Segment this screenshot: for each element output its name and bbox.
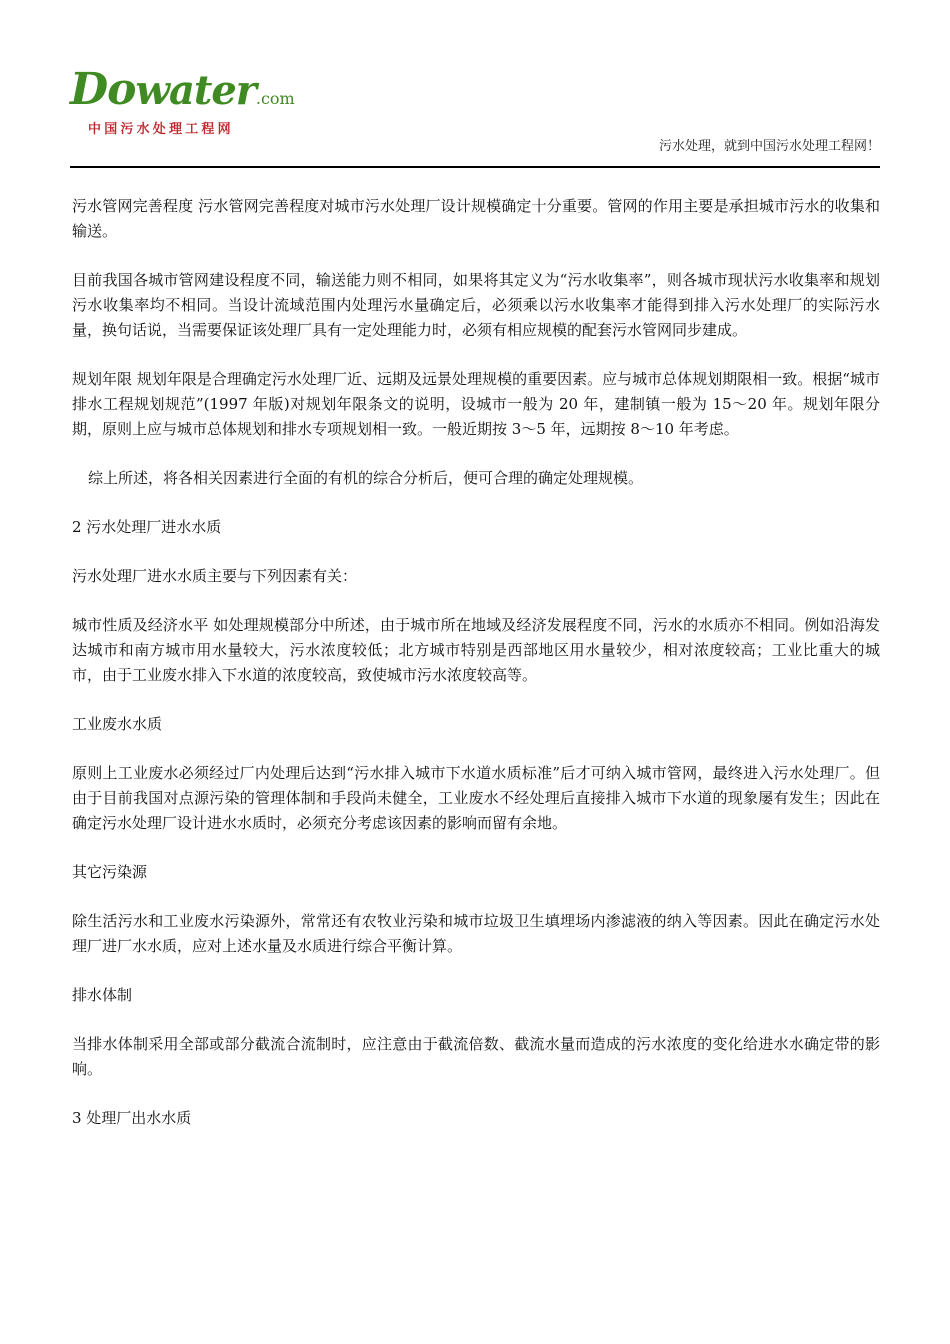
logo-wordmark: Dowater.com: [70, 64, 295, 115]
paragraph: 规划年限 规划年限是合理确定污水处理厂近、远期及远景处理规模的重要因素。应与城市总体规划期限相一致。根据“城市排水工程规划规范”(1997 年版)对规划年限条文的说明，设城市一般为 20 年，建制镇一般为 15～20 年。规划年限分期，原则上应与城市总体规划和排水专项规划相一致。一般近期按 3～5 年，远期按 8～10 年考虑。: [72, 370, 880, 438]
paragraph: 原则上工业废水必须经过厂内处理后达到“污水排入城市下水道水质标准”后才可纳入城市管网，最终进入污水处理厂。但由于目前我国对点源污染的管理体制和手段尚未健全，工业废水不经处理后直接排入城市下水道的现象屡有发生；因此在确定污水处理厂设计进水水质时，必须充分考虑该因素的影响而留有余地。: [72, 764, 880, 832]
paragraph: 污水处理厂进水水质主要与下列因素有关：: [72, 567, 358, 585]
article-body: [72, 194, 880, 1131]
subsection-heading: 其它污染源: [72, 863, 148, 881]
paragraph: 当排水体制采用全部或部分截流合流制时，应注意由于截流倍数、截流水量而造成的污水浓度的变化给进水水确定带的影响。: [72, 1035, 880, 1078]
section-heading: 3 处理厂出水水质: [72, 1109, 192, 1127]
section-heading: 2 污水处理厂进水水质: [72, 518, 222, 536]
logo-subtitle: 中国污水处理工程网: [88, 122, 234, 137]
paragraph: 污水管网完善程度 污水管网完善程度对城市污水处理厂设计规模确定十分重要。管网的作用主要是承担城市污水的收集和输送。: [72, 197, 880, 240]
paragraph: 综上所述，将各相关因素进行全面的有机的综合分析后，便可合理的确定处理规模。: [88, 469, 644, 487]
subsection-heading: 排水体制: [72, 986, 133, 1004]
paragraph: 除生活污水和工业废水污染源外，常常还有农牧业污染和城市垃圾卫生填埋场内渗滤液的纳入等因素。因此在确定污水处理厂进厂水水质，应对上述水量及水质进行综合平衡计算。: [72, 912, 880, 955]
paragraph: 目前我国各城市管网建设程度不同，输送能力则不相同，如果将其定义为“污水收集率”，则各城市现状污水收集率和规划污水收集率均不相同。当设计流域范围内处理污水量确定后，必须乘以污水收集率才能得到排入污水处理厂的实际污水量，换句话说，当需要保证该处理厂具有一定处理能力时，必须有相应规模的配套污水管网同步建成。: [72, 271, 880, 339]
paragraph: 城市性质及经济水平 如处理规模部分中所述，由于城市所在地域及经济发展程度不同，污水的水质亦不相同。例如沿海发达城市和南方城市用水量较大，污水浓度较低；北方城市特别是西部地区用水量较少，相对浓度较高；工业比重大的城市，由于工业废水排入下水道的浓度较高，致使城市污水浓度较高等。: [72, 616, 880, 684]
header-divider: [70, 166, 880, 168]
page-header: [0, 0, 950, 170]
site-logo[interactable]: [70, 64, 295, 138]
header-slogan: 污水处理，就到中国污水处理工程网！: [658, 139, 880, 154]
subsection-heading: 工业废水水质: [72, 715, 163, 733]
